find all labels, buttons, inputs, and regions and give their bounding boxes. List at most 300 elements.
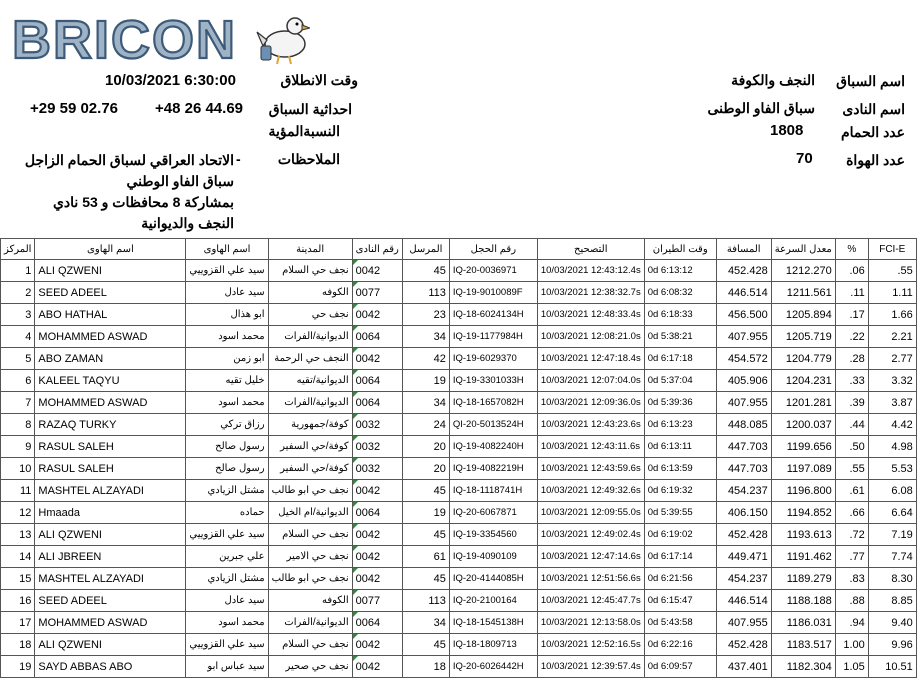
ring-cell: IQ-18-1545138H [449,612,537,634]
club-no-cell: 0042 [352,480,402,502]
notes-dash: - [236,151,241,167]
ring-cell: IQ-18-1809713 [449,634,537,656]
rank-cell: 19 [1,656,35,678]
table-row [1,370,917,392]
name-en-cell: ALI QZWENI [35,634,186,656]
speed-cell: 1186.031 [771,612,835,634]
table-row [1,656,917,678]
city-cell: نجف حي الامير [268,546,352,568]
name-en-cell: RASUL SALEH [35,458,186,480]
club-no-cell: 0064 [352,502,402,524]
flight-time-cell: 0d 6:22:16 [644,634,716,656]
speed-cell: 1182.304 [771,656,835,678]
flight-time-cell: 0d 6:13:59 [644,458,716,480]
distance-cell: 405.906 [716,370,771,392]
correction-cell: 10/03/2021 12:45:47.7s [537,590,644,612]
correction-cell: 10/03/2021 12:09:55.0s [537,502,644,524]
name-ar-cell: مشتل الزيادي [186,568,268,590]
flight-time-cell: 0d 5:38:21 [644,326,716,348]
name-ar-cell: سيد علي القزوييي [186,524,268,546]
flight-time-cell: 0d 6:17:14 [644,546,716,568]
pct-cell: .22 [835,326,868,348]
name-en-cell: SEED ADEEL [35,282,186,304]
rank-cell: 4 [1,326,35,348]
sent-cell: 20 [402,458,449,480]
name-en-cell: ABO ZAMAN [35,348,186,370]
table-row [1,612,917,634]
flight-time-cell: 0d 6:13:12 [644,260,716,282]
name-ar-cell: محمد اسود [186,392,268,414]
correction-cell: 10/03/2021 12:38:32.7s [537,282,644,304]
correction-cell: 10/03/2021 12:08:21.0s [537,326,644,348]
correction-cell: 10/03/2021 12:39:57.4s [537,656,644,678]
club-no-cell: 0042 [352,304,402,326]
pct-cell: .28 [835,348,868,370]
name-ar-cell: محمد اسود [186,612,268,634]
sent-cell: 45 [402,524,449,546]
distance-cell: 452.428 [716,260,771,282]
correction-cell: 10/03/2021 12:51:56.6s [537,568,644,590]
speed-cell: 1200.037 [771,414,835,436]
distance-cell: 446.514 [716,282,771,304]
correction-cell: 10/03/2021 12:48:33.4s [537,304,644,326]
name-en-cell: SAYD ABBAS ABO [35,656,186,678]
name-ar-cell: مشتل الزيادي [186,480,268,502]
ring-cell: IQ-19-4090109 [449,546,537,568]
table-row [1,524,917,546]
name-en-cell: Hmaada [35,502,186,524]
logo-text: BRICON [12,10,237,66]
distance-cell: 456.500 [716,304,771,326]
correction-cell: 10/03/2021 12:52:16.5s [537,634,644,656]
correction-cell: 10/03/2021 12:43:59.6s [537,458,644,480]
distance-cell: 454.237 [716,480,771,502]
fci-cell: 3.32 [868,370,916,392]
pct-cell: .17 [835,304,868,326]
table-row [1,260,917,282]
notes-line: بمشاركة 8 محافظات و 53 نادي [52,194,234,210]
fci-cell: .55 [868,260,916,282]
ring-cell: IQ-20-4144085H [449,568,537,590]
distance-cell: 454.237 [716,568,771,590]
rank-cell: 2 [1,282,35,304]
ring-cell: QI-20-5013524H [449,414,537,436]
ring-cell: IQ-18-1657082H [449,392,537,414]
rank-cell: 11 [1,480,35,502]
name-en-cell: MASHTEL ALZAYADI [35,480,186,502]
rank-cell: 16 [1,590,35,612]
fci-cell: 9.96 [868,634,916,656]
pct-cell: .88 [835,590,868,612]
distance-cell: 437.401 [716,656,771,678]
sent-cell: 18 [402,656,449,678]
notes-text [4,150,234,234]
flight-time-cell: 0d 5:39:36 [644,392,716,414]
speed-cell: 1183.517 [771,634,835,656]
city-cell: كوفة/جمهورية [268,414,352,436]
pct-cell: .11 [835,282,868,304]
fci-cell: 2.21 [868,326,916,348]
sent-cell: 34 [402,612,449,634]
pct-cell: .77 [835,546,868,568]
flight-time-cell: 0d 5:39:55 [644,502,716,524]
rank-cell: 12 [1,502,35,524]
race-name-value: النجف والكوفة [731,72,815,88]
col-flight-time: وقت الطيران [644,239,716,260]
correction-cell: 10/03/2021 12:13:58.0s [537,612,644,634]
bricon-logo [10,8,310,66]
rank-cell: 18 [1,634,35,656]
club-no-cell: 0042 [352,656,402,678]
speed-cell: 1201.281 [771,392,835,414]
name-ar-cell: علي جبرين [186,546,268,568]
table-row [1,590,917,612]
correction-cell: 10/03/2021 12:09:36.0s [537,392,644,414]
correction-cell: 10/03/2021 12:47:14.6s [537,546,644,568]
fci-cell: 10.51 [868,656,916,678]
percent-label: النسبةالمؤية [268,123,340,139]
fci-cell: 1.11 [868,282,916,304]
correction-cell: 10/03/2021 12:43:12.4s [537,260,644,282]
col-club-no: رقم النادى [352,239,402,260]
pct-cell: .39 [835,392,868,414]
city-cell: الديوانية/تقيه [268,370,352,392]
pigeons-value: 1808 [770,122,804,139]
table-row [1,568,917,590]
ring-cell: IQ-19-6029370 [449,348,537,370]
name-en-cell: RASUL SALEH [35,436,186,458]
city-cell: الديوانية/الفرات [268,326,352,348]
correction-cell: 10/03/2021 12:43:11.6s [537,436,644,458]
flight-time-cell: 0d 6:08:32 [644,282,716,304]
rank-cell: 13 [1,524,35,546]
name-en-cell: ALI QZWENI [35,524,186,546]
notes-label: الملاحظات [277,151,340,167]
club-no-cell: 0032 [352,436,402,458]
distance-cell: 446.514 [716,590,771,612]
club-no-cell: 0032 [352,458,402,480]
name-en-cell: MOHAMMED ASWAD [35,326,186,348]
sent-cell: 34 [402,326,449,348]
speed-cell: 1212.270 [771,260,835,282]
pct-cell: 1.00 [835,634,868,656]
table-row [1,392,917,414]
club-no-cell: 0077 [352,282,402,304]
fci-cell: 3.87 [868,392,916,414]
rank-cell: 17 [1,612,35,634]
speed-cell: 1188.188 [771,590,835,612]
launch-time-value: 10/03/2021 6:30:00 [105,72,236,89]
table-row [1,326,917,348]
table-row [1,480,917,502]
flight-time-cell: 0d 5:37:04 [644,370,716,392]
name-ar-cell: رسول صالح [186,436,268,458]
ring-cell: IQ-19-4082219H [449,458,537,480]
sent-cell: 34 [402,392,449,414]
flight-time-cell: 0d 6:21:56 [644,568,716,590]
flight-time-cell: 0d 6:17:18 [644,348,716,370]
col-ring: رقم الحجل [449,239,537,260]
speed-cell: 1196.800 [771,480,835,502]
launch-time-label: وقت الانطلاق [280,72,358,88]
rank-cell: 7 [1,392,35,414]
speed-cell: 1191.462 [771,546,835,568]
city-cell: الكوفه [268,282,352,304]
table-row [1,414,917,436]
name-ar-cell: سيد عباس ابو [186,656,268,678]
sent-cell: 113 [402,282,449,304]
name-en-cell: KALEEL TAQYU [35,370,186,392]
fci-cell: 7.74 [868,546,916,568]
distance-cell: 407.955 [716,392,771,414]
speed-cell: 1204.779 [771,348,835,370]
city-cell: نجف حي [268,304,352,326]
fci-cell: 4.98 [868,436,916,458]
distance-cell: 407.955 [716,612,771,634]
speed-cell: 1189.279 [771,568,835,590]
rank-cell: 5 [1,348,35,370]
flight-time-cell: 0d 6:15:47 [644,590,716,612]
flight-time-cell: 0d 6:13:23 [644,414,716,436]
fci-cell: 6.64 [868,502,916,524]
table-row [1,546,917,568]
name-ar-cell: رزاق تركي [186,414,268,436]
fci-cell: 8.85 [868,590,916,612]
fci-cell: 2.77 [868,348,916,370]
col-sent: المرسل [402,239,449,260]
col-distance: المسافة [716,239,771,260]
pct-cell: .61 [835,480,868,502]
correction-cell: 10/03/2021 12:47:18.4s [537,348,644,370]
correction-cell: 10/03/2021 12:49:02.4s [537,524,644,546]
name-ar-cell: ابو زمن [186,348,268,370]
city-cell: كوفة/حي السفير [268,458,352,480]
fci-cell: 6.08 [868,480,916,502]
city-cell: كوفة/حي السفير [268,436,352,458]
table-row [1,634,917,656]
name-en-cell: MASHTEL ALZAYADI [35,568,186,590]
rank-cell: 3 [1,304,35,326]
club-no-cell: 0032 [352,414,402,436]
coord-east: +48 26 44.69 [155,100,244,117]
race-name-label: اسم السباق [836,73,905,89]
name-ar-cell: حماده [186,502,268,524]
name-en-cell: ALI QZWENI [35,260,186,282]
city-cell: نجف حي ابو طالب [268,480,352,502]
club-no-cell: 0042 [352,260,402,282]
name-en-cell: MOHAMMED ASWAD [35,392,186,414]
speed-cell: 1204.231 [771,370,835,392]
speed-cell: 1205.894 [771,304,835,326]
table-row [1,436,917,458]
table-row [1,282,917,304]
ring-cell: IQ-18-6024134H [449,304,537,326]
sent-cell: 23 [402,304,449,326]
fci-cell: 9.40 [868,612,916,634]
flight-time-cell: 0d 6:09:57 [644,656,716,678]
distance-cell: 449.471 [716,546,771,568]
pct-cell: .94 [835,612,868,634]
pct-cell: .06 [835,260,868,282]
correction-cell: 10/03/2021 12:49:32.6s [537,480,644,502]
name-ar-cell: سيد علي القزوييي [186,260,268,282]
name-ar-cell: سيد علي القزوييي [186,634,268,656]
distance-cell: 406.150 [716,502,771,524]
pigeon-icon [257,18,310,64]
club-no-cell: 0042 [352,568,402,590]
pct-cell: .66 [835,502,868,524]
speed-cell: 1205.719 [771,326,835,348]
club-no-cell: 0064 [352,326,402,348]
ring-cell: IQ-19-4082240H [449,436,537,458]
city-cell: الديوانية/الفرات [268,392,352,414]
sent-cell: 24 [402,414,449,436]
club-name-value: سباق الفاو الوطنى [707,100,815,116]
flight-time-cell: 0d 6:13:11 [644,436,716,458]
col-fci: FCI-E [868,239,916,260]
distance-cell: 407.955 [716,326,771,348]
fci-cell: 5.53 [868,458,916,480]
distance-cell: 452.428 [716,634,771,656]
name-en-cell: RAZAQ TURKY [35,414,186,436]
pct-cell: .72 [835,524,868,546]
sent-cell: 45 [402,634,449,656]
fci-cell: 7.19 [868,524,916,546]
club-no-cell: 0042 [352,524,402,546]
city-cell: نجف حي السلام [268,260,352,282]
col-city: المدينة [268,239,352,260]
rank-cell: 8 [1,414,35,436]
fanciers-value: 70 [796,150,813,167]
club-name-label: اسم النادى [842,101,905,117]
rank-cell: 15 [1,568,35,590]
ring-cell: IQ-18-1118741H [449,480,537,502]
sent-cell: 45 [402,568,449,590]
col-rank: المركز [1,239,35,260]
distance-cell: 448.085 [716,414,771,436]
col-name-ar: اسم الهاوى [186,239,268,260]
rank-cell: 6 [1,370,35,392]
pct-cell: .83 [835,568,868,590]
coord-north: +29 59 02.76 [30,100,119,117]
notes-line: الاتحاد العراقي لسباق الحمام الزاجل [24,152,234,168]
table-row [1,458,917,480]
speed-cell: 1199.656 [771,436,835,458]
city-cell: نجف حي السلام [268,524,352,546]
ring-cell: IQ-19-1177984H [449,326,537,348]
name-ar-cell: ابو هذال [186,304,268,326]
name-en-cell: ABO HATHAL [35,304,186,326]
ring-cell: IQ-19-3301033H [449,370,537,392]
pigeons-label: عدد الحمام [840,124,905,140]
city-cell: الديوانية/ام الخيل [268,502,352,524]
city-cell: نجف حي ابو طالب [268,568,352,590]
distance-cell: 447.703 [716,458,771,480]
club-no-cell: 0077 [352,590,402,612]
fci-cell: 1.66 [868,304,916,326]
sent-cell: 113 [402,590,449,612]
name-en-cell: MOHAMMED ASWAD [35,612,186,634]
club-no-cell: 0064 [352,370,402,392]
ring-cell: IQ-19-9010089F [449,282,537,304]
name-en-cell: ALI JBREEN [35,546,186,568]
name-ar-cell: سيد عادل [186,282,268,304]
col-pct: % [835,239,868,260]
results-table [0,238,917,678]
speed-cell: 1193.613 [771,524,835,546]
rank-cell: 9 [1,436,35,458]
club-no-cell: 0064 [352,612,402,634]
distance-cell: 452.428 [716,524,771,546]
fci-cell: 4.42 [868,414,916,436]
pct-cell: 1.05 [835,656,868,678]
city-cell: الديوانية/الفرات [268,612,352,634]
table-row [1,502,917,524]
club-no-cell: 0064 [352,392,402,414]
table-row [1,348,917,370]
rank-cell: 1 [1,260,35,282]
ring-cell: IQ-20-6067871 [449,502,537,524]
city-cell: النجف حي الرحمة [268,348,352,370]
correction-cell: 10/03/2021 12:43:23.6s [537,414,644,436]
city-cell: الكوفه [268,590,352,612]
flight-time-cell: 0d 6:19:02 [644,524,716,546]
name-ar-cell: محمد اسود [186,326,268,348]
col-correction: التصحيح [537,239,644,260]
pct-cell: .50 [835,436,868,458]
city-cell: نجف حي صحير [268,656,352,678]
name-ar-cell: خليل تقيه [186,370,268,392]
distance-cell: 447.703 [716,436,771,458]
sent-cell: 61 [402,546,449,568]
club-no-cell: 0042 [352,546,402,568]
ring-cell: IQ-20-0036971 [449,260,537,282]
name-ar-cell: رسول صالح [186,458,268,480]
sent-cell: 20 [402,436,449,458]
speed-cell: 1197.089 [771,458,835,480]
sent-cell: 19 [402,502,449,524]
name-en-cell: SEED ADEEL [35,590,186,612]
rank-cell: 10 [1,458,35,480]
pct-cell: .55 [835,458,868,480]
ring-cell: IQ-20-6026442H [449,656,537,678]
flight-time-cell: 0d 6:19:32 [644,480,716,502]
correction-cell: 10/03/2021 12:07:04.0s [537,370,644,392]
distance-cell: 454.572 [716,348,771,370]
flight-time-cell: 0d 5:43:58 [644,612,716,634]
pct-cell: .44 [835,414,868,436]
col-name-en: اسم الهاوى [35,239,186,260]
ring-cell: IQ-19-3354560 [449,524,537,546]
sent-cell: 45 [402,480,449,502]
pct-cell: .33 [835,370,868,392]
sent-cell: 45 [402,260,449,282]
club-no-cell: 0042 [352,634,402,656]
sent-cell: 19 [402,370,449,392]
coords-label: احداثية السباق [268,101,352,117]
notes-line: النجف والديوانية [141,215,234,231]
speed-cell: 1211.561 [771,282,835,304]
fci-cell: 8.30 [868,568,916,590]
table-row [1,304,917,326]
name-ar-cell: سيد عادل [186,590,268,612]
fanciers-label: عدد الهواة [846,152,905,168]
table-header-row [1,239,917,260]
col-speed: معدل السرعة [771,239,835,260]
city-cell: نجف حي السلام [268,634,352,656]
ring-cell: IQ-20-2100164 [449,590,537,612]
speed-cell: 1194.852 [771,502,835,524]
